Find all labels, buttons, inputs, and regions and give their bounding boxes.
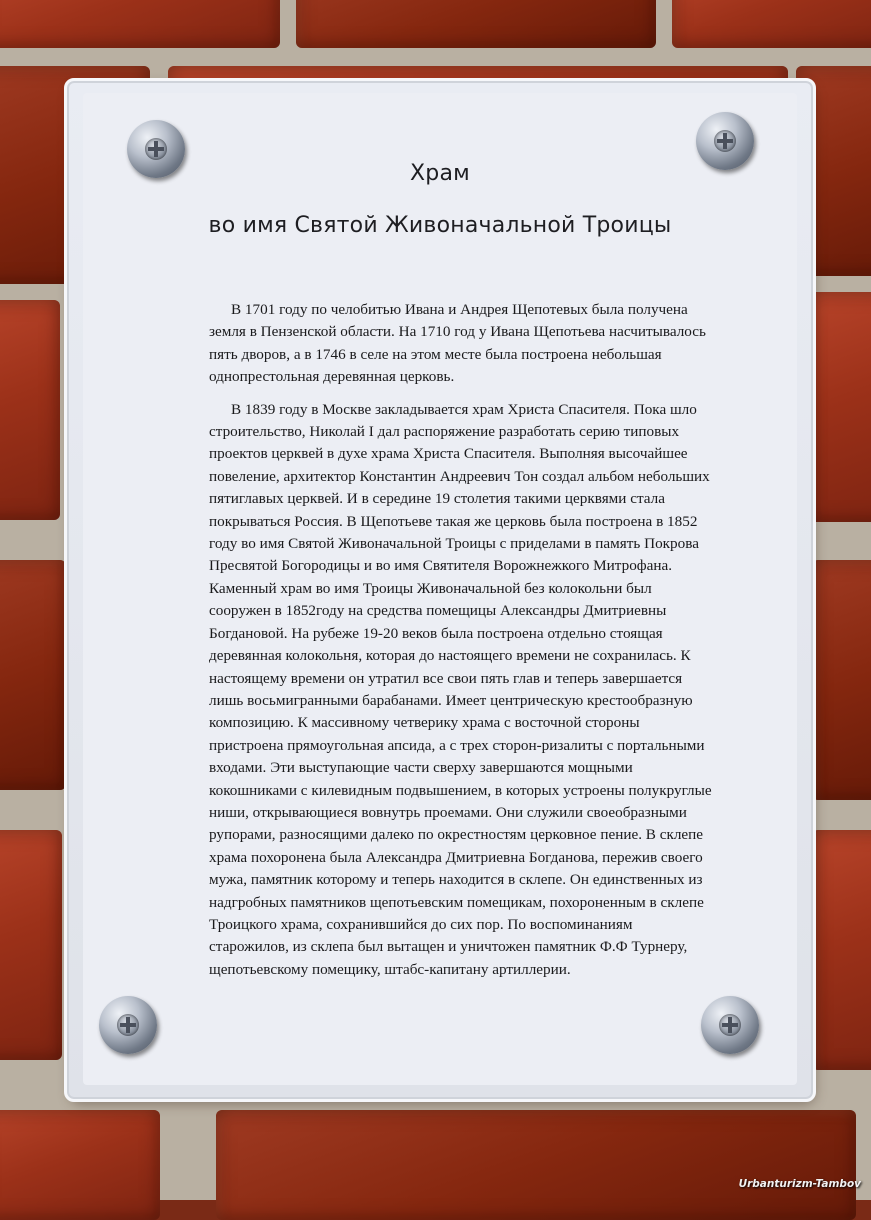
paragraph-2 [187,399,747,982]
text-line: однопрестольная деревянная церковь. [209,368,455,386]
text-line: сооружен в 1852году на средства помещицы Александры Дмитриевны [209,602,667,620]
text-line: покрываться Россия. В Щепотьеве такая же церковь была построена в 1852 [209,512,698,530]
plaque-body [187,299,747,991]
text-line: пятиглавых церквей. И в середине 19 столетия такими церквями стала [209,490,665,508]
text-line: Троицкого храма, сохранившийся до сих пор. По воспоминаниям [209,915,633,933]
plaque-subtitle: во имя Святой Живоначальной Троицы [208,213,672,238]
text-line: строительство, Николай I дал распоряжение разработать серию типовых [209,423,680,441]
screw-icon [696,112,754,170]
information-plaque [64,78,816,1102]
text-line: ниши, открывающиеся вовнутрь проемами. Они служили своеобразными [209,803,687,821]
text-line: Пресвятой Богородицы и во имя Святителя Ворожнежкого Митрофана. [209,557,673,575]
text-line: кокошниками с килевидным подвышением, в которых устроены полукруглые [209,781,712,799]
screw-icon [701,996,759,1054]
screw-icon [99,996,157,1054]
text-line: пять дворов, а в 1746 в селе на этом месте была построена небольшая [209,345,662,363]
text-line: настоящему времени он утратил все свои пять глав и теперь завершается [209,669,683,687]
text-line: проектов церквей в духе храма Христа Спасителя. Выполняя высочайшее [209,445,688,463]
text-line: композицию. К массивному четверику храма с восточной стороны [209,714,640,732]
text-line: В 1839 году в Москве закладывается храм Христа Спасителя. Пока шло [231,400,697,418]
text-line: лишь восьмигранными барабанами. Имеет центрическую крестообразную [209,691,693,709]
text-line: мужа, памятник которому и теперь находится в склепе. Он единственных из [209,871,703,889]
text-line: деревянная колокольня, которая до настоящего времени не сохранилась. К [209,647,691,665]
text-line: надгробных памятников щепотьевским помещикам, похороненным в склепе [209,893,704,911]
text-line: пристроена прямоугольная апсида, а с трех сторон-ризалиты с портальными [209,736,705,754]
text-line: повеление, архитектор Константин Андреевич Тон создал альбом небольших [209,467,710,485]
text-line: рупорами, разносящими далеко по окрестностям церковное пение. В склепе [209,826,704,844]
text-line: В 1701 году по челобитью Ивана и Андрея Щепотевых была получена [231,301,688,318]
text-line: земля в Пензенской области. На 1710 год у Ивана Щепотьева насчитывалось [209,323,706,341]
watermark: Urbanturizm-Tambov [738,1178,861,1190]
text-line: Каменный храм во имя Троицы Живоначальной без колокольни был [209,579,652,597]
plaque-sheet [83,93,797,1085]
text-line: году во имя Святой Живоначальной Троицы с приделами в память Покрова [209,535,699,553]
paragraph-1 [187,299,747,389]
text-line: щепотьевскому помещику, штабс-капитану артиллерии. [209,960,571,978]
text-line: входами. Эти выступающие части сверху завершаются мощными [209,759,633,777]
plaque-title: Храм [410,161,470,186]
text-line: старожилов, из склепа был вытащен и уничтожен памятник Ф.Ф Турнеру, [209,938,688,956]
text-line: Богдановой. На рубеже 19-20 веков была построена отдельно стоящая [209,624,663,642]
text-line: храма похоронена была Александра Дмитриевна Богданова, пережив своего [209,848,703,866]
screw-icon [127,120,185,178]
